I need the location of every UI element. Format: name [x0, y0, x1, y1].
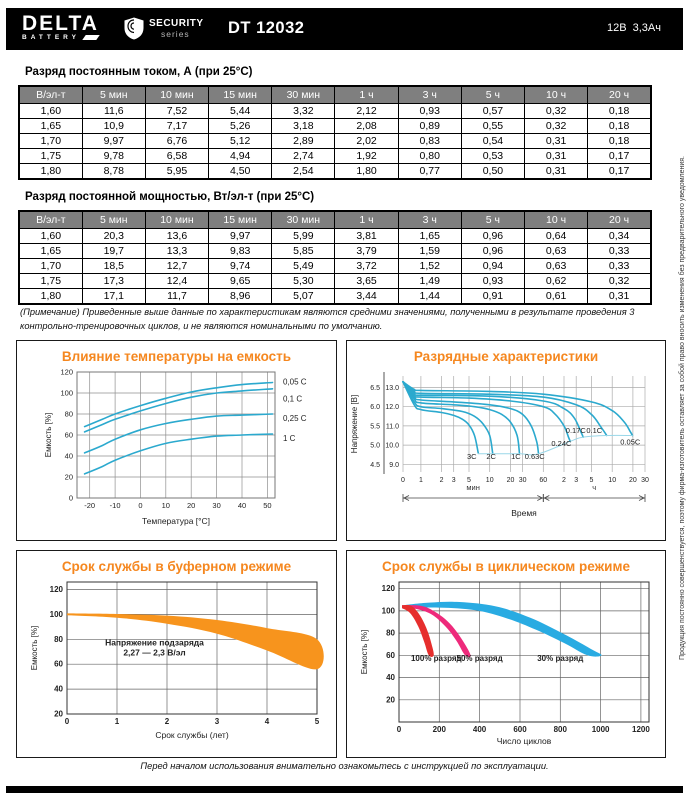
- table-cell: 0,96: [461, 229, 524, 244]
- svg-text:0,25 C: 0,25 C: [283, 414, 307, 424]
- table2-heading: Разряд постоянной мощностью, Вт/эл-т (при 25°C): [25, 191, 315, 203]
- logo-main-text: DELTA: [22, 12, 99, 35]
- table-cell: 0,18: [588, 134, 651, 149]
- svg-text:Напряжение подзаряда: Напряжение подзаряда: [105, 637, 204, 648]
- security-series-badge: [124, 17, 204, 40]
- table-cell: 5,85: [272, 244, 335, 259]
- svg-text:30: 30: [212, 501, 221, 510]
- battery-specs: 12В 3,3Ач: [606, 22, 661, 34]
- table-header-row: [19, 86, 651, 104]
- svg-text:100: 100: [49, 609, 63, 619]
- table-cell: 1,65: [19, 119, 82, 134]
- table-cell: 0,94: [461, 259, 524, 274]
- table-cell: 0,18: [588, 119, 651, 134]
- column-header: В/эл-т: [19, 211, 82, 229]
- table-cell: 1,75: [19, 274, 82, 289]
- svg-text:0.63C: 0.63C: [524, 451, 545, 461]
- table-cell: 9,83: [209, 244, 272, 259]
- table-cell: 2,12: [335, 104, 398, 119]
- table-cell: 0,83: [398, 134, 461, 149]
- table-row: [19, 164, 651, 180]
- table-cell: 3,44: [335, 289, 398, 305]
- svg-text:20: 20: [629, 477, 637, 484]
- svg-text:3: 3: [574, 477, 579, 484]
- table-cell: 0,89: [398, 119, 461, 134]
- column-header: 1 ч: [335, 86, 398, 104]
- column-header: 30 мин: [272, 86, 335, 104]
- svg-text:60: 60: [386, 650, 395, 660]
- svg-text:60: 60: [64, 430, 73, 440]
- chart-title: Срок службы в циклическом режиме: [382, 559, 630, 574]
- discharge-current-table: [18, 85, 652, 180]
- svg-text:9.0: 9.0: [389, 461, 399, 469]
- svg-text:1000: 1000: [591, 725, 610, 734]
- table-cell: 0,54: [461, 134, 524, 149]
- table-cell: 0,55: [461, 119, 524, 134]
- table-row: [19, 274, 651, 289]
- table-cell: 0,80: [398, 149, 461, 164]
- table-cell: 1,80: [335, 164, 398, 180]
- table-cell: 5,26: [209, 119, 272, 134]
- table-cell: 4,50: [209, 164, 272, 180]
- svg-text:3C: 3C: [467, 451, 477, 461]
- table-cell: 0,50: [461, 164, 524, 180]
- svg-text:30: 30: [518, 477, 527, 484]
- footer-instruction: Перед началом использования внимательно ознакомьтесь с инструкцией по эксплуатации.: [140, 761, 549, 771]
- svg-text:0: 0: [401, 477, 405, 484]
- svg-text:6.5: 6.5: [370, 385, 380, 392]
- series-subtitle: series: [161, 29, 190, 39]
- table-cell: 9,65: [209, 274, 272, 289]
- model-number: DT 12032: [228, 19, 305, 37]
- chart-title: Разрядные характеристики: [413, 349, 599, 364]
- svg-text:10: 10: [608, 477, 617, 484]
- svg-text:120: 120: [60, 367, 73, 377]
- table-cell: 1,80: [19, 164, 82, 180]
- svg-text:3: 3: [214, 717, 220, 726]
- table-cell: 3,65: [335, 274, 398, 289]
- table-cell: 9,78: [82, 149, 145, 164]
- table-cell: 0,17: [588, 164, 651, 180]
- column-header: 10 ч: [525, 211, 588, 229]
- table-cell: 2,89: [272, 134, 335, 149]
- svg-text:3: 3: [451, 477, 456, 484]
- table-cell: 1,52: [398, 259, 461, 274]
- table-cell: 5,30: [272, 274, 335, 289]
- table-cell: 0,96: [461, 244, 524, 259]
- column-header: 3 ч: [398, 86, 461, 104]
- svg-text:120: 120: [381, 584, 395, 594]
- table-cell: 13,3: [145, 244, 208, 259]
- svg-text:10: 10: [161, 501, 170, 510]
- chart-box-discharge-characteristics: [346, 340, 666, 541]
- svg-text:20: 20: [187, 501, 196, 510]
- table-cell: 18,5: [82, 259, 145, 274]
- svg-text:5.5: 5.5: [370, 423, 380, 431]
- svg-text:Емкость [%]: Емкость [%]: [30, 625, 39, 671]
- table-cell: 17,3: [82, 274, 145, 289]
- svg-text:80: 80: [386, 628, 395, 638]
- delta-logo: [22, 13, 99, 41]
- svg-text:5.0: 5.0: [370, 442, 380, 450]
- table-row: [19, 244, 651, 259]
- table-cell: 12,7: [145, 259, 208, 274]
- table-cell: 2,02: [335, 134, 398, 149]
- svg-text:5: 5: [589, 477, 594, 484]
- table-cell: 5,49: [272, 259, 335, 274]
- table-cell: 10,9: [82, 119, 145, 134]
- svg-text:13.0: 13.0: [385, 385, 399, 392]
- svg-text:1C: 1C: [511, 451, 521, 461]
- table-cell: 2,74: [272, 149, 335, 164]
- table-row: [19, 104, 651, 119]
- svg-text:20: 20: [506, 477, 515, 484]
- table-cell: 1,59: [398, 244, 461, 259]
- svg-text:30% разряд: 30% разряд: [537, 653, 584, 663]
- column-header: 5 ч: [461, 86, 524, 104]
- svg-text:20: 20: [386, 695, 395, 705]
- svg-text:2,27 — 2,3 В/эл: 2,27 — 2,3 В/эл: [123, 647, 186, 658]
- side-disclaimer: Продукция постоянно совершенствуется, поэтому фирма-изготовитель оставляет за собой право вносить изменения без предварительного уведомления.: [679, 156, 686, 661]
- column-header: 15 мин: [209, 86, 272, 104]
- table-cell: 0,91: [461, 289, 524, 305]
- discharge-characteristics-chart: [347, 364, 663, 532]
- svg-text:200: 200: [432, 725, 446, 734]
- table-cell: 6,76: [145, 134, 208, 149]
- column-header: 5 мин: [82, 86, 145, 104]
- svg-text:100% разряд: 100% разряд: [410, 653, 462, 663]
- svg-text:-20: -20: [84, 501, 96, 510]
- svg-text:40: 40: [386, 673, 395, 683]
- column-header: 10 мин: [145, 86, 208, 104]
- svg-text:0.17C: 0.17C: [565, 426, 586, 436]
- table-row: [19, 149, 651, 164]
- logo-sub-text: BATTERY: [22, 34, 80, 41]
- svg-text:0,1 C: 0,1 C: [283, 394, 303, 404]
- svg-text:0,05 C: 0,05 C: [283, 377, 307, 387]
- table-cell: 3,18: [272, 119, 335, 134]
- table-cell: 1,70: [19, 134, 82, 149]
- table-cell: 0,93: [461, 274, 524, 289]
- table-cell: 1,75: [19, 149, 82, 164]
- svg-text:60: 60: [539, 477, 548, 484]
- svg-text:20: 20: [64, 472, 73, 482]
- logo-slash-decoration: [82, 35, 100, 40]
- table-cell: 11,6: [82, 104, 145, 119]
- svg-text:12.0: 12.0: [385, 404, 399, 412]
- svg-text:4.5: 4.5: [370, 461, 380, 469]
- table-row: [19, 134, 651, 149]
- table-cell: 2,54: [272, 164, 335, 180]
- svg-text:100: 100: [381, 606, 395, 616]
- table-cell: 8,96: [209, 289, 272, 305]
- svg-text:0: 0: [68, 493, 73, 503]
- chart-title: Влияние температуры на емкость: [61, 349, 292, 364]
- svg-text:2: 2: [164, 717, 170, 726]
- table-row: [19, 119, 651, 134]
- table-cell: 0,57: [461, 104, 524, 119]
- bottom-bar: [6, 786, 683, 793]
- table-row: [19, 229, 651, 244]
- table-cell: 9,97: [209, 229, 272, 244]
- svg-text:800: 800: [553, 725, 567, 734]
- table-cell: 1,44: [398, 289, 461, 305]
- svg-text:Емкость [%]: Емкость [%]: [360, 629, 369, 675]
- svg-text:60: 60: [54, 659, 63, 669]
- table-cell: 0,93: [398, 104, 461, 119]
- table-cell: 3,32: [272, 104, 335, 119]
- table-cell: 1,65: [398, 229, 461, 244]
- table-cell: 0,31: [525, 164, 588, 180]
- table-cell: 5,44: [209, 104, 272, 119]
- svg-text:1: 1: [418, 477, 423, 484]
- svg-text:11.0: 11.0: [385, 423, 399, 431]
- svg-text:40: 40: [54, 684, 63, 694]
- column-header: 5 ч: [461, 211, 524, 229]
- table-cell: 17,1: [82, 289, 145, 305]
- table-cell: 1,65: [19, 244, 82, 259]
- table-cell: 5,95: [145, 164, 208, 180]
- svg-text:30: 30: [641, 477, 649, 484]
- table-cell: 5,99: [272, 229, 335, 244]
- svg-text:2: 2: [439, 477, 444, 484]
- table-cell: 1,70: [19, 259, 82, 274]
- table-cell: 0,64: [525, 229, 588, 244]
- svg-text:400: 400: [472, 725, 487, 734]
- table-cell: 0,63: [525, 259, 588, 274]
- table-cell: 20,3: [82, 229, 145, 244]
- table-header-row: [19, 211, 651, 229]
- svg-text:40: 40: [64, 451, 73, 461]
- table-cell: 1,92: [335, 149, 398, 164]
- svg-text:6.0: 6.0: [370, 404, 380, 412]
- table-cell: 0,31: [588, 289, 651, 305]
- chart-box-cyclic-life: [346, 550, 666, 758]
- table1-heading: Разряд постоянным током, А (при 25°C): [25, 66, 253, 78]
- svg-text:Число циклов: Число циклов: [496, 736, 552, 746]
- svg-text:0.24C: 0.24C: [551, 439, 572, 449]
- column-header: 20 ч: [588, 86, 651, 104]
- svg-text:20: 20: [54, 709, 63, 719]
- svg-text:-10: -10: [109, 501, 121, 510]
- table-cell: 1,60: [19, 229, 82, 244]
- table-cell: 13,6: [145, 229, 208, 244]
- svg-text:Емкость [%]: Емкость [%]: [44, 412, 53, 458]
- table-cell: 2,08: [335, 119, 398, 134]
- svg-text:Напряжение [В]: Напряжение [В]: [350, 394, 359, 454]
- svg-text:0.1C: 0.1C: [586, 426, 603, 436]
- table-cell: 4,94: [209, 149, 272, 164]
- svg-text:ч: ч: [592, 483, 597, 492]
- table-cell: 0,31: [525, 149, 588, 164]
- table-cell: 1,49: [398, 274, 461, 289]
- table-cell: 0,31: [525, 134, 588, 149]
- svg-text:80: 80: [64, 409, 73, 419]
- svg-text:0.05C: 0.05C: [620, 437, 641, 447]
- svg-text:1200: 1200: [632, 725, 650, 734]
- chart-box-temperature-capacity: [16, 340, 337, 541]
- table-cell: 7,17: [145, 119, 208, 134]
- table-cell: 3,81: [335, 229, 398, 244]
- svg-text:2: 2: [562, 477, 566, 484]
- table-cell: 0,53: [461, 149, 524, 164]
- svg-text:40: 40: [237, 501, 247, 510]
- table-cell: 12,4: [145, 274, 208, 289]
- table-row: [19, 259, 651, 274]
- svg-text:1 C: 1 C: [283, 434, 296, 444]
- table-cell: 9,74: [209, 259, 272, 274]
- svg-text:4: 4: [264, 717, 270, 726]
- table-cell: 6,58: [145, 149, 208, 164]
- discharge-power-table: [18, 210, 652, 305]
- svg-text:1: 1: [114, 717, 120, 726]
- chart-title: Срок службы в буферном режиме: [61, 559, 292, 574]
- table-cell: 0,61: [525, 289, 588, 305]
- table-cell: 0,33: [588, 259, 651, 274]
- svg-text:10.0: 10.0: [385, 442, 399, 450]
- column-header: 30 мин: [272, 211, 335, 229]
- svg-text:Срок службы (лет): Срок службы (лет): [155, 730, 229, 740]
- table-cell: 1,60: [19, 104, 82, 119]
- table-row: [19, 289, 651, 305]
- table-cell: 0,17: [588, 149, 651, 164]
- svg-text:100: 100: [60, 388, 73, 398]
- svg-text:0: 0: [138, 501, 143, 510]
- table-cell: 19,7: [82, 244, 145, 259]
- table-cell: 5,07: [272, 289, 335, 305]
- table-cell: 7,52: [145, 104, 208, 119]
- column-header: 5 мин: [82, 211, 145, 229]
- svg-text:600: 600: [513, 725, 527, 734]
- buffer-mode-life-chart: [17, 574, 334, 750]
- table-cell: 0,34: [588, 229, 651, 244]
- header-bar: [6, 8, 683, 50]
- column-header: 15 мин: [209, 211, 272, 229]
- svg-text:мин: мин: [466, 483, 480, 492]
- svg-text:0: 0: [396, 725, 402, 734]
- table-cell: 0,62: [525, 274, 588, 289]
- chart-box-buffer-life: [16, 550, 337, 758]
- svg-text:120: 120: [49, 585, 63, 594]
- table-cell: 11,7: [145, 289, 208, 305]
- column-header: 10 мин: [145, 211, 208, 229]
- column-header: 3 ч: [398, 211, 461, 229]
- column-header: В/эл-т: [19, 86, 82, 104]
- temperature-capacity-chart: [17, 364, 334, 532]
- svg-text:50% разряд: 50% разряд: [456, 653, 503, 663]
- security-title: SECURITY: [149, 18, 204, 29]
- svg-text:80: 80: [54, 634, 63, 644]
- table-cell: 0,32: [588, 274, 651, 289]
- svg-text:5: 5: [314, 717, 320, 726]
- table-cell: 8,78: [82, 164, 145, 180]
- svg-text:Время: Время: [511, 508, 537, 518]
- table-cell: 9,97: [82, 134, 145, 149]
- note-text: (Примечание) Приведенные выше данные по характеристикам являются средними значениями, полученными в результате проведения 3 контрольно-тренировочных циклов, и не являются номинальными по умолчанию.: [20, 307, 635, 331]
- column-header: 1 ч: [335, 211, 398, 229]
- logo-sub-row: [22, 34, 99, 41]
- svg-text:5: 5: [467, 477, 471, 484]
- table-cell: 3,72: [335, 259, 398, 274]
- table-cell: 1,80: [19, 289, 82, 305]
- table-cell: 0,77: [398, 164, 461, 180]
- table-cell: 3,79: [335, 244, 398, 259]
- table-cell: 0,33: [588, 244, 651, 259]
- table-cell: 0,63: [525, 244, 588, 259]
- svg-text:10: 10: [485, 477, 494, 484]
- svg-text:2C: 2C: [486, 451, 496, 461]
- svg-text:0: 0: [64, 717, 70, 726]
- table-cell: 0,32: [525, 104, 588, 119]
- table-cell: 0,18: [588, 104, 651, 119]
- column-header: 20 ч: [588, 211, 651, 229]
- table-cell: 5,12: [209, 134, 272, 149]
- table-cell: 0,32: [525, 119, 588, 134]
- svg-text:50: 50: [263, 501, 272, 510]
- cyclic-mode-life-chart: [347, 574, 663, 750]
- security-series-text: [149, 18, 204, 39]
- column-header: 10 ч: [525, 86, 588, 104]
- svg-text:Температура [°C]: Температура [°C]: [141, 516, 211, 526]
- shield-icon: [124, 17, 144, 40]
